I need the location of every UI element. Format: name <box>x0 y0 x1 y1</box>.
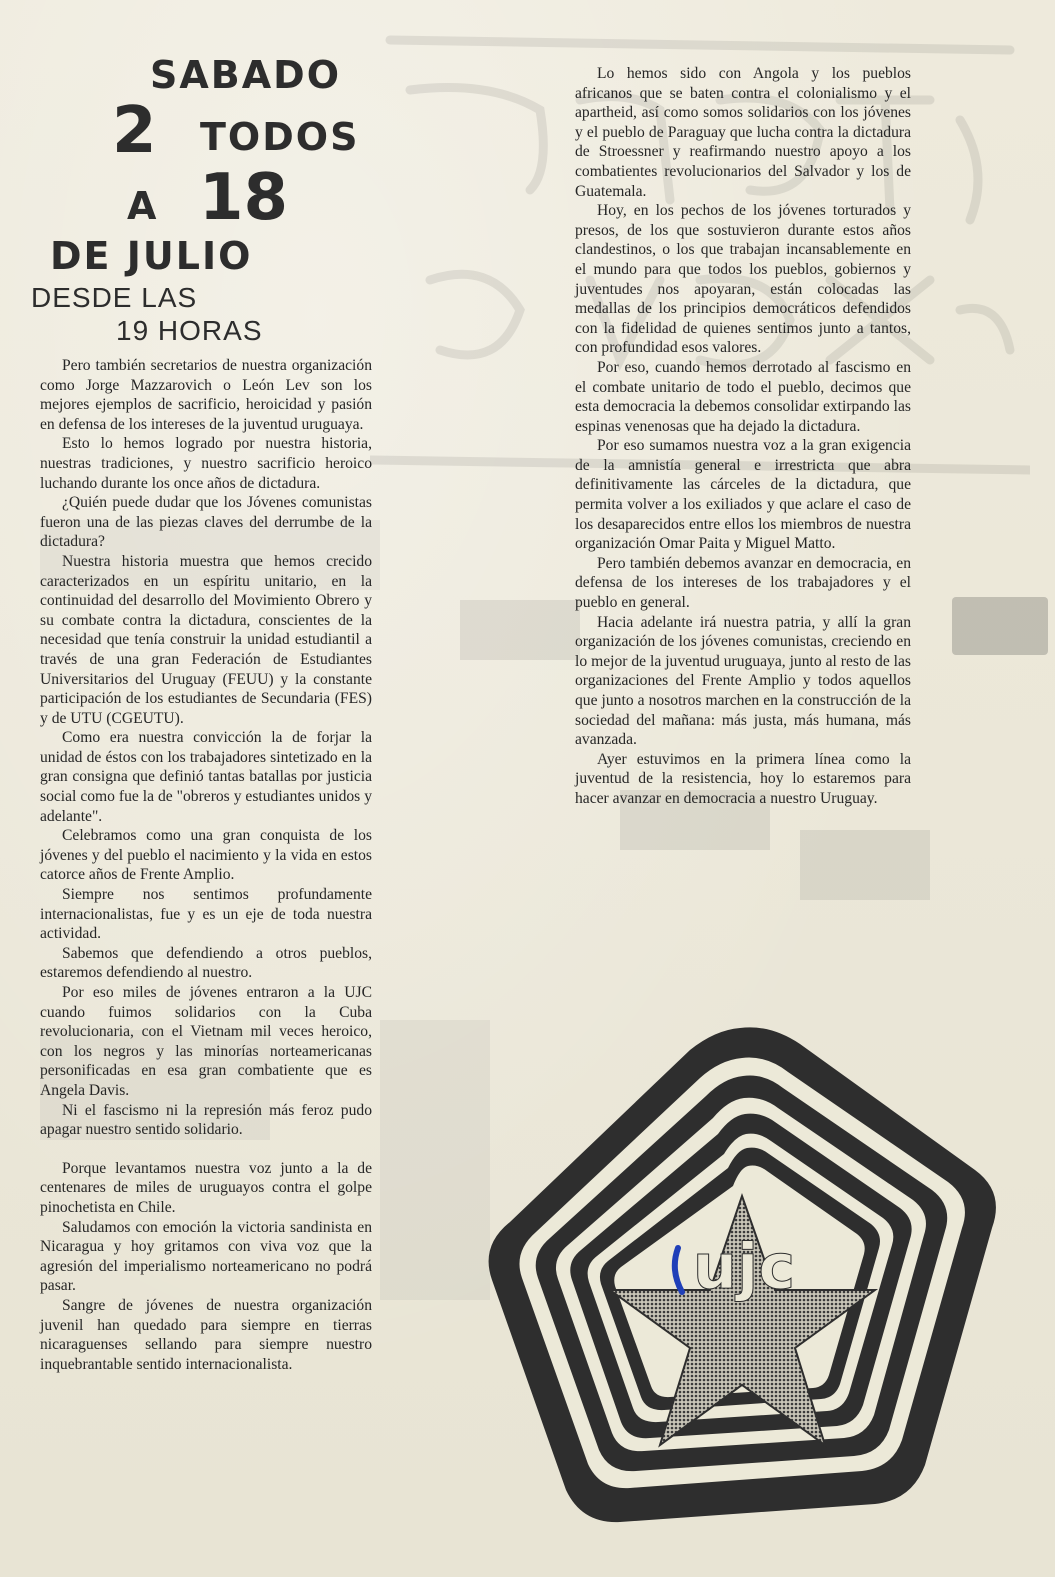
headline-a: A <box>127 184 157 228</box>
ujc-emblem <box>470 1010 1015 1565</box>
headline-day-number: 2 <box>112 94 157 168</box>
paragraph: Saludamos con emoción la victoria sandinista en Nicaragua y hoy gritamos con viva voz que la agresión del imperialismo norteamericano no podrá pasar. <box>40 1218 372 1295</box>
right-column <box>575 64 911 809</box>
paragraph: Nuestra historia muestra que hemos crecido caracterizados en un espíritu unitario, en la continuidad del desarrollo del Movimiento Obrero y su combate contra la dictadura, conscientes de la necesidad que tenía construir la unidad estudiantil a través de una gran Federación de Estudiantes Universitarios del Uruguay (FEUU) y la constante participación de los estudiantes de Secundaria (FES) y de UTU (CGEUTU). <box>40 552 372 727</box>
headline-street-number: 18 <box>199 161 289 235</box>
headline-street-name: DE JULIO <box>50 234 253 278</box>
headline-todos: TODOS <box>200 115 360 159</box>
paragraph: Ayer estuvimos en la primera línea como la juventud de la resistencia, hoy lo estaremos para hacer avanzar en democracia a nuestro Uruguay. <box>575 750 911 807</box>
ujc-letters: ujc <box>692 1230 796 1303</box>
paragraph: ¿Quién puede dudar que los Jóvenes comunistas fueron una de las piezas claves del derrumbe de la dictadura? <box>40 494 372 551</box>
paragraph: Sabemos que defendiendo a otros pueblos, estaremos defendiendo al nuestro. <box>40 944 372 982</box>
paragraph: Celebramos como una gran conquista de los jóvenes y del pueblo el nacimiento y la vida en estos catorce años de Frente Amplio. <box>40 827 372 884</box>
paragraph: Ni el fascismo ni la represión más feroz pudo apagar nuestro sentido solidario. <box>40 1101 372 1139</box>
paragraph: Hoy, en los pechos de los jóvenes torturados y presos, de los que sostuvieron durante estos años clandestinos, o los que trabajan incansablemente en el mundo para que todos los pueblos, gobiernos y juventudes nos apoyaran, están colocadas las medallas de los principios democráticos defendidos con la fidelidad de quienes sentimos junto a tantos, con profundidad esos valores. <box>575 202 911 357</box>
bleed-through-shade <box>952 597 1048 655</box>
paragraph: Por eso miles de jóvenes entraron a la UJC cuando fuimos solidarios con la Cuba revolucionaria, con el Vietnam mil veces heroico, con los negros y las minorías norteamericanas personificadas en esa gran combatiente que es Angela Davis. <box>40 984 372 1099</box>
paragraph: Lo hemos sido con Angola y los pueblos africanos que se baten contra el colonialismo y el apartheid, así como somos solidarios con los jóvenes y el pueblo de Paraguay que lucha contra la dictadura de Stroessner y reafirmando nuestro apoyo a los combatientes revolucionarios del Salvador y los de Guatemala. <box>575 65 911 200</box>
paragraph: Como era nuestra convicción la de forjar la unidad de éstos con los trabajadores sintetizado en la gran consigna que definió tantas batallas por justicia social como fue la de "obreros y estudiantes unidos y adelante". <box>40 729 372 825</box>
paragraph: Pero también debemos avanzar en democracia, en defensa de los intereses de los trabajadores y el pueblo en general. <box>575 554 911 612</box>
paragraph: Por eso, cuando hemos derrotado al fascismo en el combate unitario de todo el pueblo, decimos que esta democracia la debemos consolidar extirpando las espinas venenosas que ha dejado la dictadura. <box>575 358 911 435</box>
paragraph: Porque levantamos nuestra voz junto a la de centenares de miles de uruguayos contra el golpe pinochetista en Chile. <box>40 1159 372 1216</box>
paragraph: Pero también secretarios de nuestra organización como Jorge Mazzarovich o León Lev son los mejores ejemplos de sacrificio, heroicidad y pasión en defensa de los intereses de la juventud uruguaya. <box>40 357 372 433</box>
paragraph: Por eso sumamos nuestra voz a la gran exigencia de la amnistía general e irrestricta que abra definitivamente las cárceles de la dictadura, que permita volver a los exiliados y que aclare el caso de los desaparecidos entre ellos los miembros de nuestra organización Omar Paita y Miguel Matto. <box>575 437 911 553</box>
paragraph: Siempre nos sentimos profundamente internacionalistas, fue y es un eje de toda nuestra actividad. <box>40 886 372 943</box>
headline-hour: 19 HORAS <box>116 315 263 346</box>
paragraph: Hacia adelante irá nuestra patria, y allí la gran organización de los jóvenes comunistas, creciendo en lo mejor de la juventud uruguaya, junto al resto de las organizaciones del Frente Amplio y todos aquellos que junto a nosotros marchen en la construcción de la sociedad del mañana: más justa, más humana, más avanzada. <box>575 613 911 749</box>
headline-day-name: SABADO <box>150 53 341 97</box>
paragraph: Sangre de jóvenes de nuestra organización juvenil han quedado para siempre en tierras nicaraguenses sellando para siempre nuestro inquebrantable sentido internacionalista. <box>40 1296 372 1373</box>
left-column <box>40 356 372 1374</box>
paragraph: Esto lo hemos logrado por nuestra historia, nuestras tradiciones, y nuestro sacrificio heroico luchando durante los once años de dictadura. <box>40 435 372 492</box>
headline-desde: DESDE LAS <box>31 282 198 313</box>
